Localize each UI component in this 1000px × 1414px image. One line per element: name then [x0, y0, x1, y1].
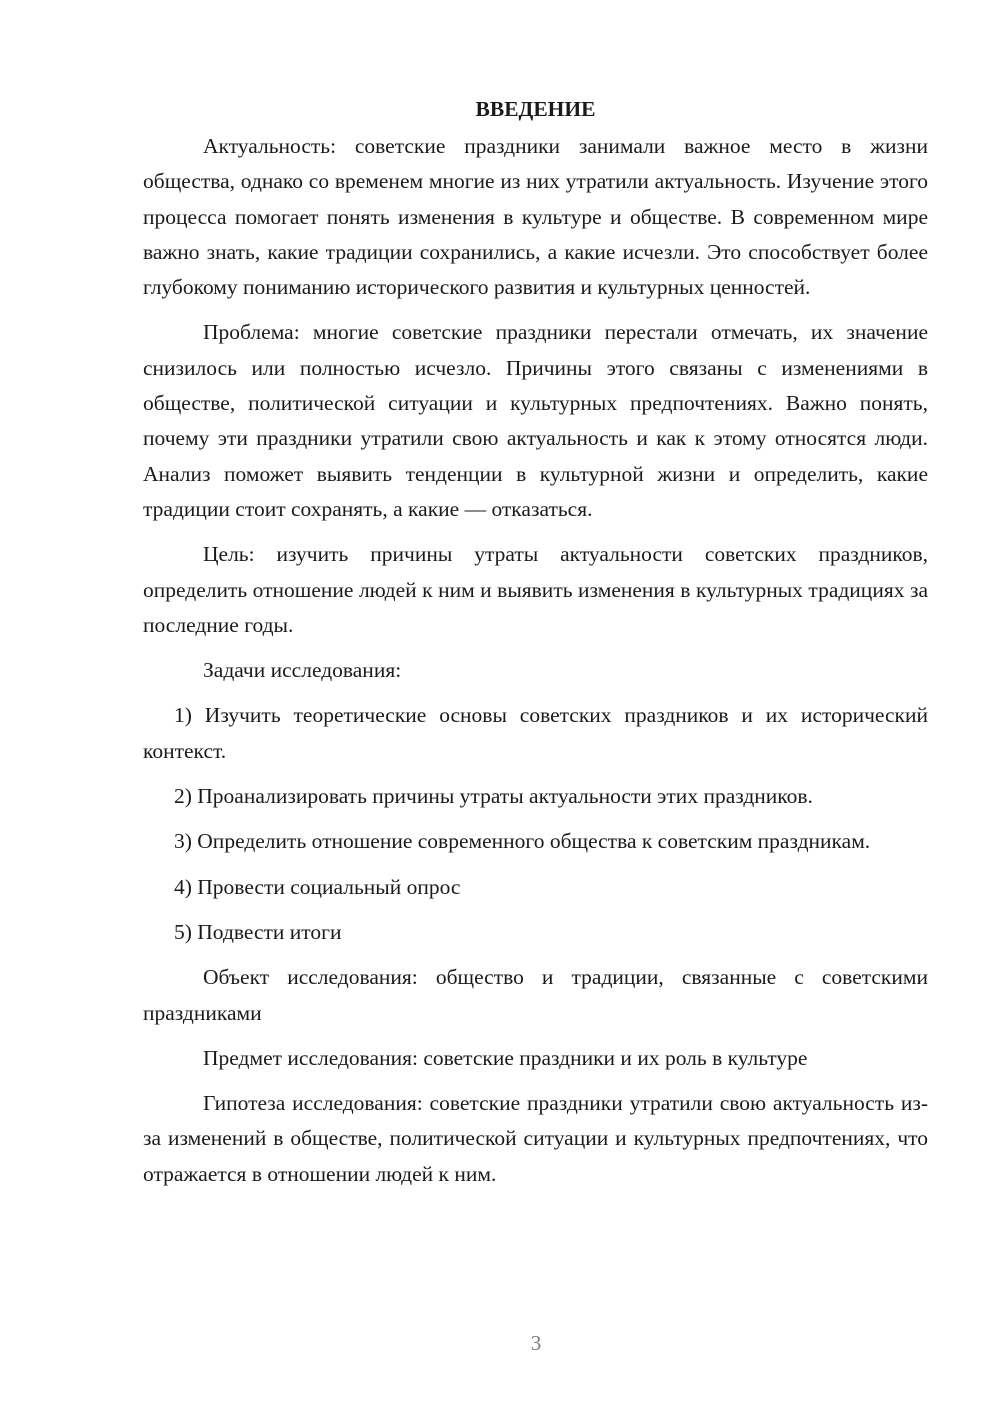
task-item-4: 4) Провести социальный опрос: [174, 874, 461, 899]
paragraph-goal: Цель: изучить причины утраты актуальности советских праздников, определить отношение людей к ним и выявить изменения в культурных традициях за последние годы.: [143, 542, 928, 637]
paragraph-problem: Проблема: многие советские праздники перестали отмечать, их значение снизилось или полностью исчезло. Причины этого связаны с изменениями в обществе, политической ситуации и культурных предпочтениях. Важно понять, почему эти праздники утратили свою актуальность и как к этому относятся люди. Анализ поможет выявить тенденции в культурной жизни и определить, какие традиции стоит сохранять, а какие — отказаться.: [143, 320, 928, 521]
paragraph-hypothesis: Гипотеза исследования: советские праздники утратили свою актуальность из-за изменений в обществе, политической ситуации и культурных предпочтениях, что отражается в отношении людей к ним.: [143, 1091, 928, 1186]
paragraph-relevance: Актуальность: советские праздники занимали важное место в жизни общества, однако со временем многие из них утратили актуальность. Изучение этого процесса помогает понять изменения в культуре и обществе. В современном мире важно знать, какие традиции сохранились, а какие исчезли. Это способствует более глубокому пониманию исторического развития и культурных ценностей.: [143, 134, 928, 300]
document-page: [143, 92, 928, 1202]
tasks-title: Задачи исследования:: [203, 658, 402, 683]
paragraph-subject: Предмет исследования: советские праздники и их роль в культуре: [203, 1045, 808, 1070]
page-number: 3: [530, 1331, 542, 1355]
task-item-2: 2) Проанализировать причины утраты актуальности этих праздников.: [174, 784, 813, 809]
task-item-3: 3) Определить отношение современного общества к советским праздникам.: [174, 829, 871, 854]
task-item-1: 1) Изучить теоретические основы советских праздников и их исторический контекст.: [143, 703, 928, 763]
task-item-5: 5) Подвести итоги: [174, 919, 342, 944]
section-heading: ВВЕДЕНИЕ: [475, 97, 596, 121]
paragraph-object: Объект исследования: общество и традиции, связанные с советскими праздниками: [143, 965, 928, 1025]
